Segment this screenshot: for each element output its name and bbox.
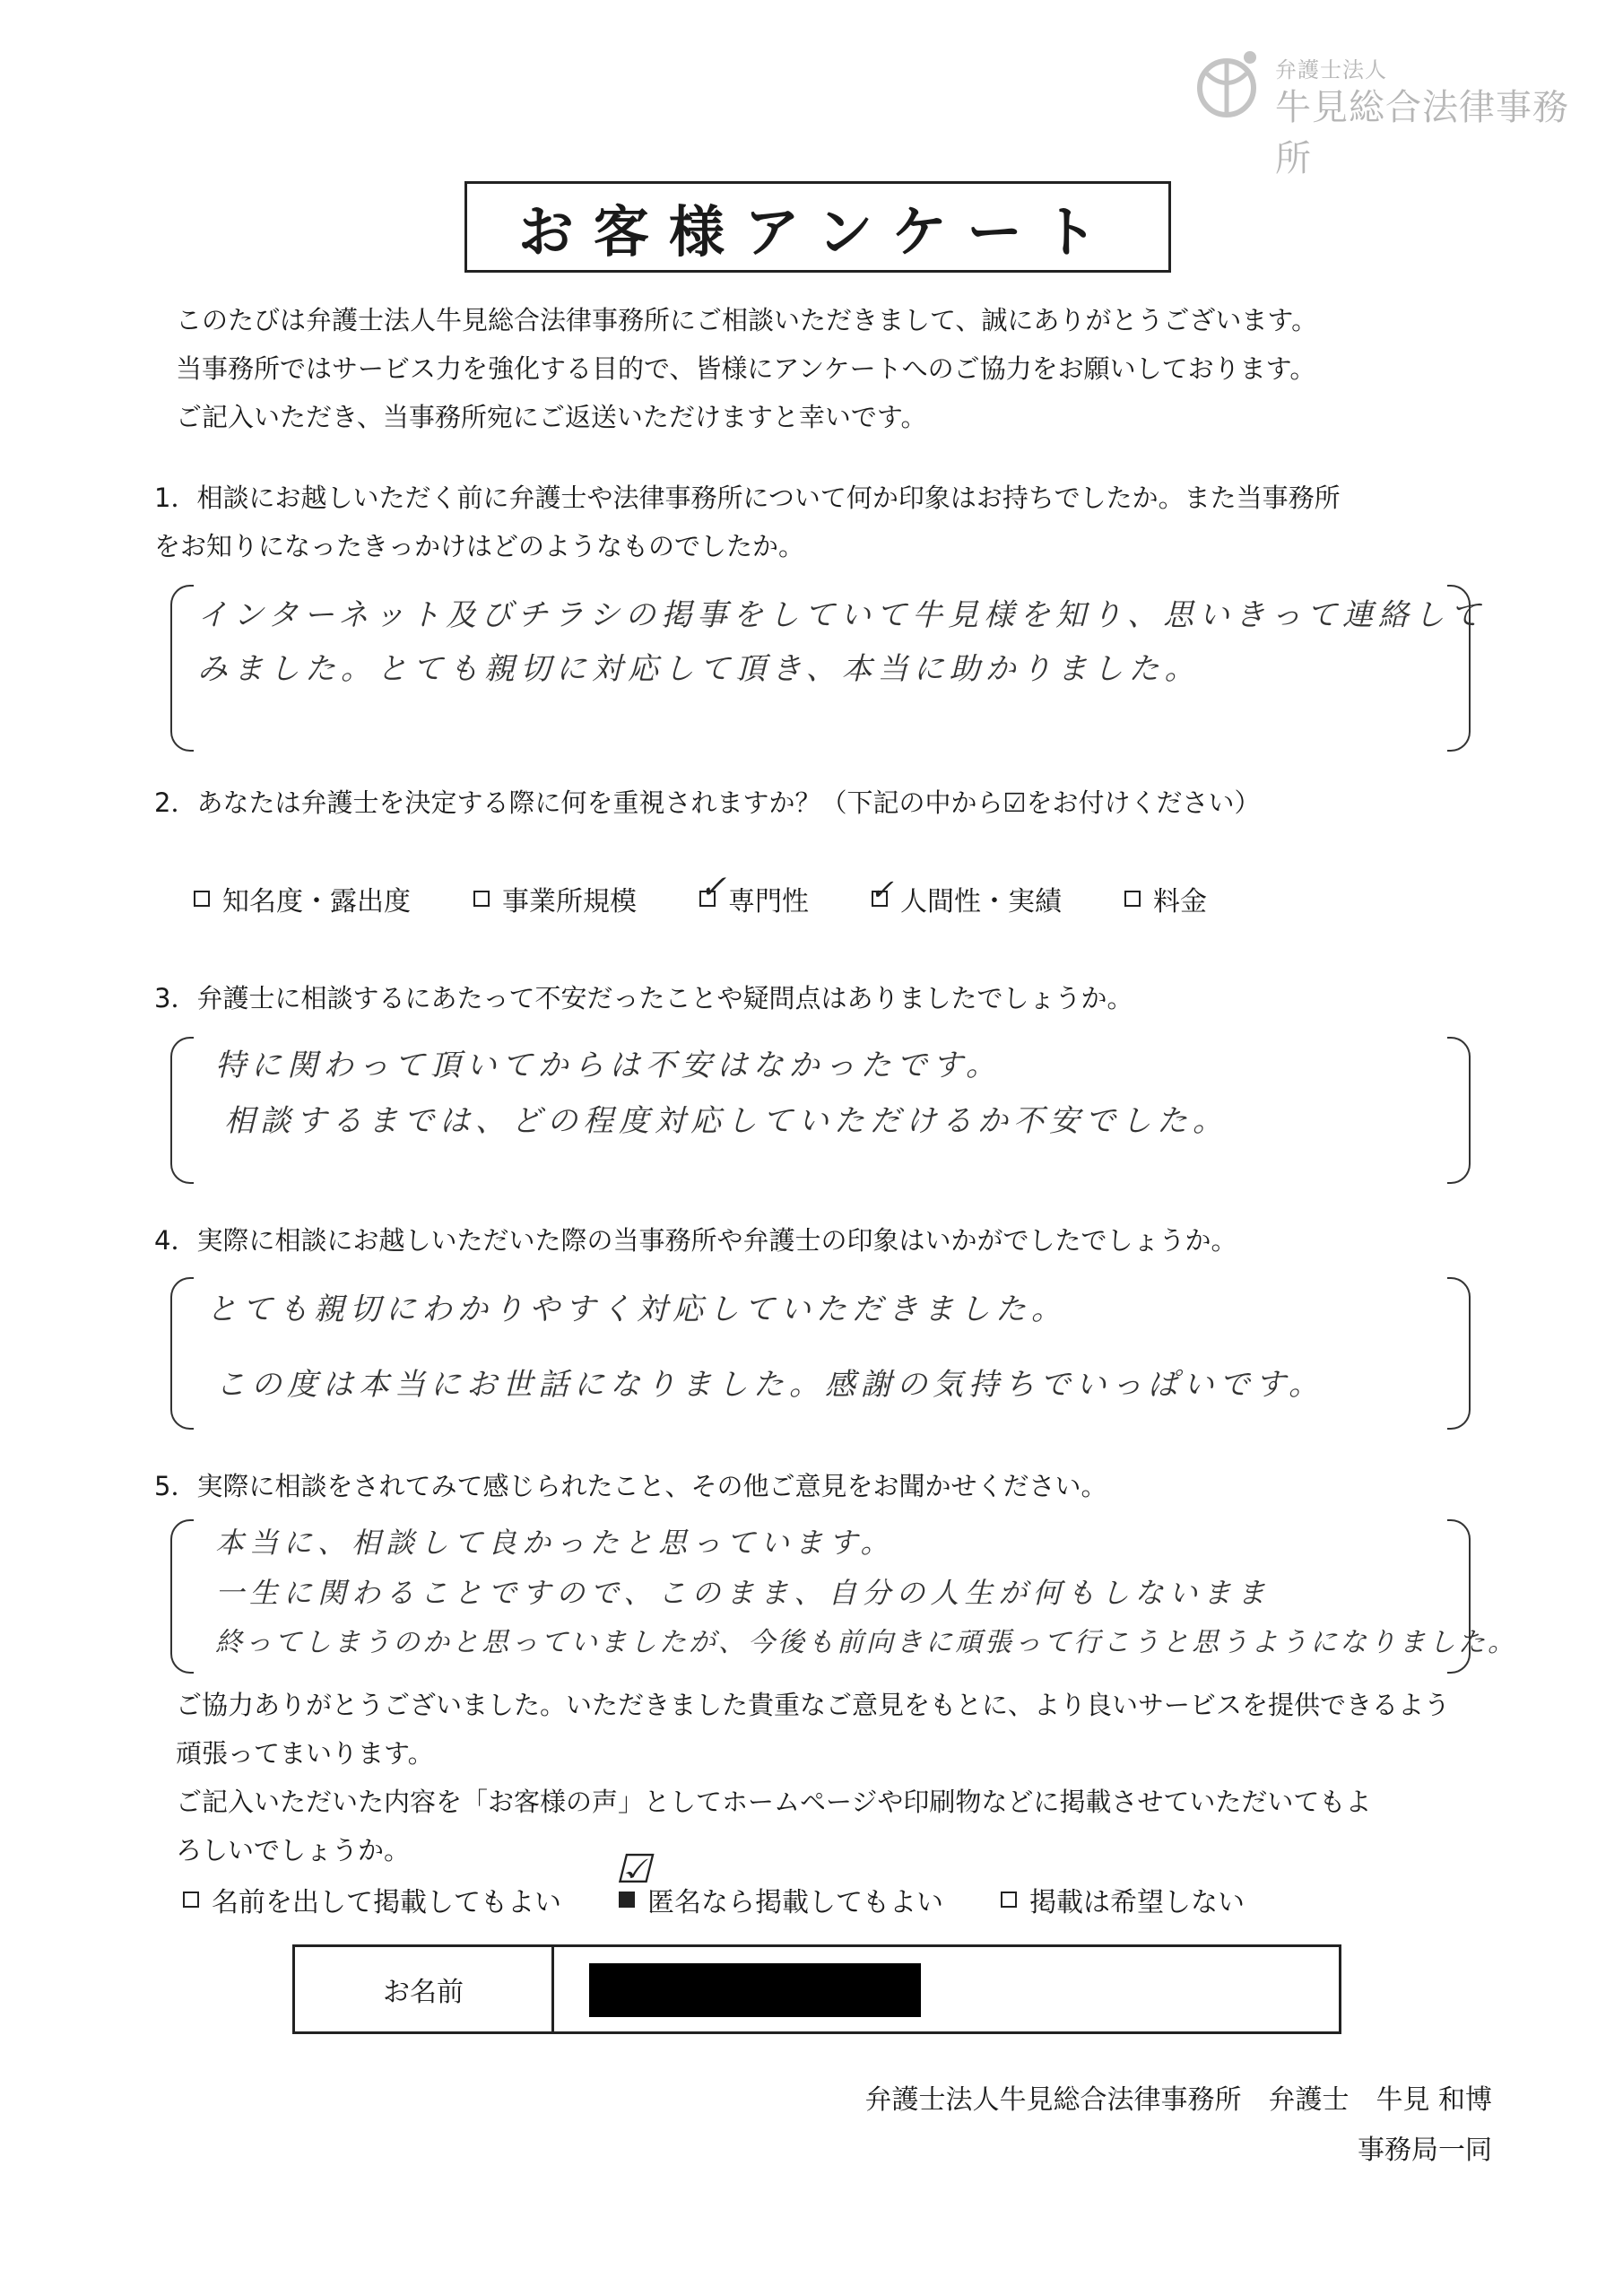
option-label: 名前を出して掲載してもよい [212,1887,561,1918]
bracket-left [170,1277,194,1430]
closing-line: 頑張ってまいります。 [176,1738,434,1769]
answer-5-line: 一生に関わることですので、このまま、自分の人生が何もしないまま [215,1576,1271,1610]
answer-1-line: みました。とても親切に対応して頂き、本当に助かりました。 [197,651,1201,687]
page-title: お客様アンケート [464,181,1171,273]
answer-4-line: この度は本当にお世話になりました。感謝の気持ちでいっぱいです。 [215,1367,1324,1403]
option-character[interactable] [870,873,1062,918]
checkbox[interactable] [1001,1892,1017,1908]
option-expertise[interactable] [699,869,809,918]
question-1-line: 1．相談にお越しいただく前に弁護士や法律事務所について何か印象はお持ちでしたか。また当事務所 [154,483,1341,513]
question-3: 3．弁護士に相談するにあたって不安だったことや疑問点はありましたでしょうか。 [154,983,1133,1013]
closing-line: ろしいでしょうか。 [176,1835,411,1866]
closing-line: ご協力ありがとうございました。いただきました貴重なご意見をもとに、より良いサービスを提供できるよう [176,1690,1451,1720]
answer-1-box[interactable] [170,585,1486,752]
checkbox-checked[interactable] [699,869,727,907]
intro-line: このたびは弁護士法人牛見総合法律事務所にご相談いただきまして、誠にありがとうございます。 [176,305,1318,335]
name-field-label: お名前 [295,1947,554,2031]
checkbox-checked[interactable] [870,873,894,907]
signature-line: 弁護士法人牛見総合法律事務所 弁護士 牛見 和博 [864,2084,1492,2116]
answer-3-line: 相談するまでは、どの程度対応していただけるか不安でした。 [224,1103,1228,1139]
closing-text [176,1681,1521,1874]
bracket-left [170,585,194,752]
bracket-right [1447,1277,1471,1430]
question-2: 2．あなたは弁護士を決定する際に何を重視されますか？（下記の中から☑をお付けください） [154,787,1261,818]
check-mark-icon: ☑ [615,1847,651,1892]
checkbox[interactable] [1124,891,1141,907]
letterhead [1193,47,1569,179]
question-4: 4．実際に相談にお越しいただいた際の当事務所や弁護士の印象はいかがでしたでしょうか。 [154,1225,1237,1256]
option-label: 匿名なら掲載してもよい [647,1887,943,1918]
redacted-name [589,1963,921,2017]
intro-text [176,296,1476,441]
option-label: 専門性 [728,886,809,918]
option-label: 料金 [1153,886,1207,918]
option-scale[interactable] [473,879,637,918]
logo-firm-name: 牛見総合法律事務所 [1275,87,1569,179]
answer-4-box[interactable] [170,1277,1471,1430]
question-5: 5．実際に相談をされてみて感じられたこと、その他ご意見をお聞かせください。 [154,1471,1107,1501]
option-recognition[interactable] [194,879,411,918]
answer-4-line: とても親切にわかりやすく対応していただきました。 [206,1292,1067,1327]
answer-5-line: 本当に、相談して良かったと思っています。 [215,1526,895,1560]
option-label: 事業所規模 [502,886,637,918]
bracket-right [1447,1037,1471,1184]
answer-3-line: 特に関わって頂いてからは不安はなかったです。 [215,1048,1002,1083]
option-label: 知名度・露出度 [222,886,411,918]
answer-1-line: インターネット及びチラシの掲事をしていて牛見様を知り、思いきって連絡して [197,597,1486,633]
check-mark-icon: ✓ [870,873,894,907]
closing-line: ご記入いただいた内容を「お客様の声」としてホームページや印刷物などに掲載させていただいてもよ [176,1787,1372,1817]
checkbox[interactable] [473,891,490,907]
option-fee[interactable] [1124,879,1207,918]
option-publish-anonymous[interactable] [615,1847,943,1919]
question-1 [154,474,1499,570]
answer-3-box[interactable] [170,1037,1471,1184]
checkbox[interactable] [183,1892,199,1908]
checkbox[interactable] [194,891,210,907]
bracket-left [170,1037,194,1184]
option-no-publish[interactable] [1001,1880,1245,1919]
question-1-line: をお知りになったきっかけはどのようなものでしたか。 [154,531,805,561]
signature-office: 事務局一同 [1358,2135,1492,2166]
importance-options [194,869,1207,918]
check-mark-icon: ✓ [699,869,727,906]
name-field-table [292,1944,1341,2034]
option-label: 人間性・実績 [900,886,1062,918]
checkbox-checked[interactable] [615,1847,651,1908]
intro-line: ご記入いただき、当事務所宛にご返送いただけますと幸いです。 [176,402,927,432]
logo-subtitle: 弁護士法人 [1275,57,1387,83]
intro-line: 当事務所ではサービス力を強化する目的で、皆様にアンケートへのご協力をお願いしております。 [176,353,1316,384]
option-label: 掲載は希望しない [1029,1887,1245,1918]
firm-logo-icon [1193,47,1264,124]
answer-5-line: 終ってしまうのかと思っていましたが、今後も前向きに頑張って行こうと思うようになりました。 [215,1627,1517,1658]
option-publish-with-name[interactable] [183,1880,561,1919]
bracket-left [170,1519,194,1674]
answer-5-box[interactable] [170,1519,1517,1674]
